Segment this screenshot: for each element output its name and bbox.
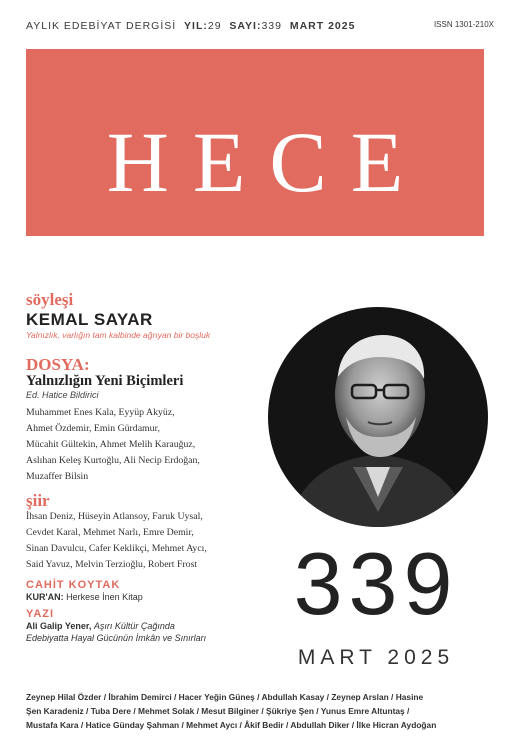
siir-heading: şiir [26, 491, 50, 510]
issue-number: 339 [293, 534, 459, 633]
issn: ISSN 1301-210X [433, 20, 494, 29]
month-year: MART 2025 [289, 20, 356, 32]
kuran-text: Herkese İnen Kitap [66, 592, 143, 602]
portrait-photo [268, 307, 488, 527]
issue-date: MART 2025 [297, 646, 455, 669]
cahit-heading: CAHİT KOYTAK [26, 579, 121, 591]
yazi-author: Ali Galip Yener, [26, 621, 92, 631]
footer-line: Zeynep Hilal Özder / İbrahim Demirci / Hacer Yeğin Güneş / Abdullah Kasay / Zeynep Arslan / Hasine [26, 692, 424, 702]
poet-line: İhsan Deniz, Hüseyin Atlansoy, Faruk Uysal, [26, 511, 203, 522]
yazi-line-1 [26, 620, 266, 632]
top-bar [26, 20, 494, 36]
contributor-line: Muhammet Enes Kala, Eyyüp Akyüz, [26, 407, 175, 418]
soylesi-heading: söyleşi [26, 290, 74, 309]
issue-value: 339 [261, 20, 282, 32]
year-label: YIL: [184, 20, 208, 32]
dossier-contributors [26, 405, 266, 485]
contributor-line: Mücahit Gültekin, Ahmet Melih Karauğuz, [26, 439, 196, 450]
poet-line: Cevdet Karal, Mehmet Narlı, Emre Demir, [26, 527, 194, 538]
yazi-title-part2: Edebiyatta Hayal Gücünün İmkân ve Sınırları [26, 633, 207, 643]
poets-list [26, 509, 266, 573]
dosya-heading: DOSYA: [26, 355, 90, 374]
interview-name: KEMAL SAYAR [26, 310, 153, 329]
contributor-line: Aslıhan Keleş Kurtoğlu, Ali Necip Erdoğan, [26, 455, 200, 466]
yazi-line-2 [26, 632, 266, 644]
dossier-title: Yalnızlığın Yeni Biçimleri [26, 373, 184, 389]
masthead [26, 49, 484, 236]
top-bar-left [26, 20, 355, 32]
yazi-heading: YAZI [26, 608, 55, 620]
issue-label: SAYI: [229, 20, 262, 32]
contributor-line: Ahmet Özdemir, Emin Gürdamur, [26, 423, 160, 434]
poet-line: Said Yavuz, Melvin Terzioğlu, Robert Frost [26, 559, 198, 570]
year-value: 29 [207, 20, 222, 32]
interview-subtitle: Yalnızlık, varlığın tam kalbinde ağrıyan bir boşluk [26, 330, 211, 340]
kuran-line [26, 592, 266, 602]
masthead-title: HECE [106, 114, 428, 210]
contents-column [26, 290, 266, 644]
poet-line: Sinan Davulcu, Cafer Keklikçi, Mehmet Aycı, [26, 543, 207, 554]
yazi-title-part1: Aşırı Kültür Çağında [93, 621, 175, 631]
footer-contributors [26, 690, 494, 732]
contributor-line: Muzaffer Bilsin [26, 471, 89, 482]
footer-line: Şen Karadeniz / Tuba Dere / Mehmet Solak / Mesut Bilginer / Şükriye Şen / Yunus Emre Altuntaş / [26, 706, 410, 716]
dossier-editor: Ed. Hatice Bildirici [26, 390, 99, 400]
kuran-label: KUR'AN: [26, 592, 64, 602]
footer-line: Mustafa Kara / Hatice Günday Şahman / Mehmet Aycı / Âkif Bedir / Abdullah Diker / İlke Hicran Aydoğan [26, 720, 437, 730]
magazine-tagline: AYLIK EDEBİYAT DERGİSİ [26, 20, 177, 32]
